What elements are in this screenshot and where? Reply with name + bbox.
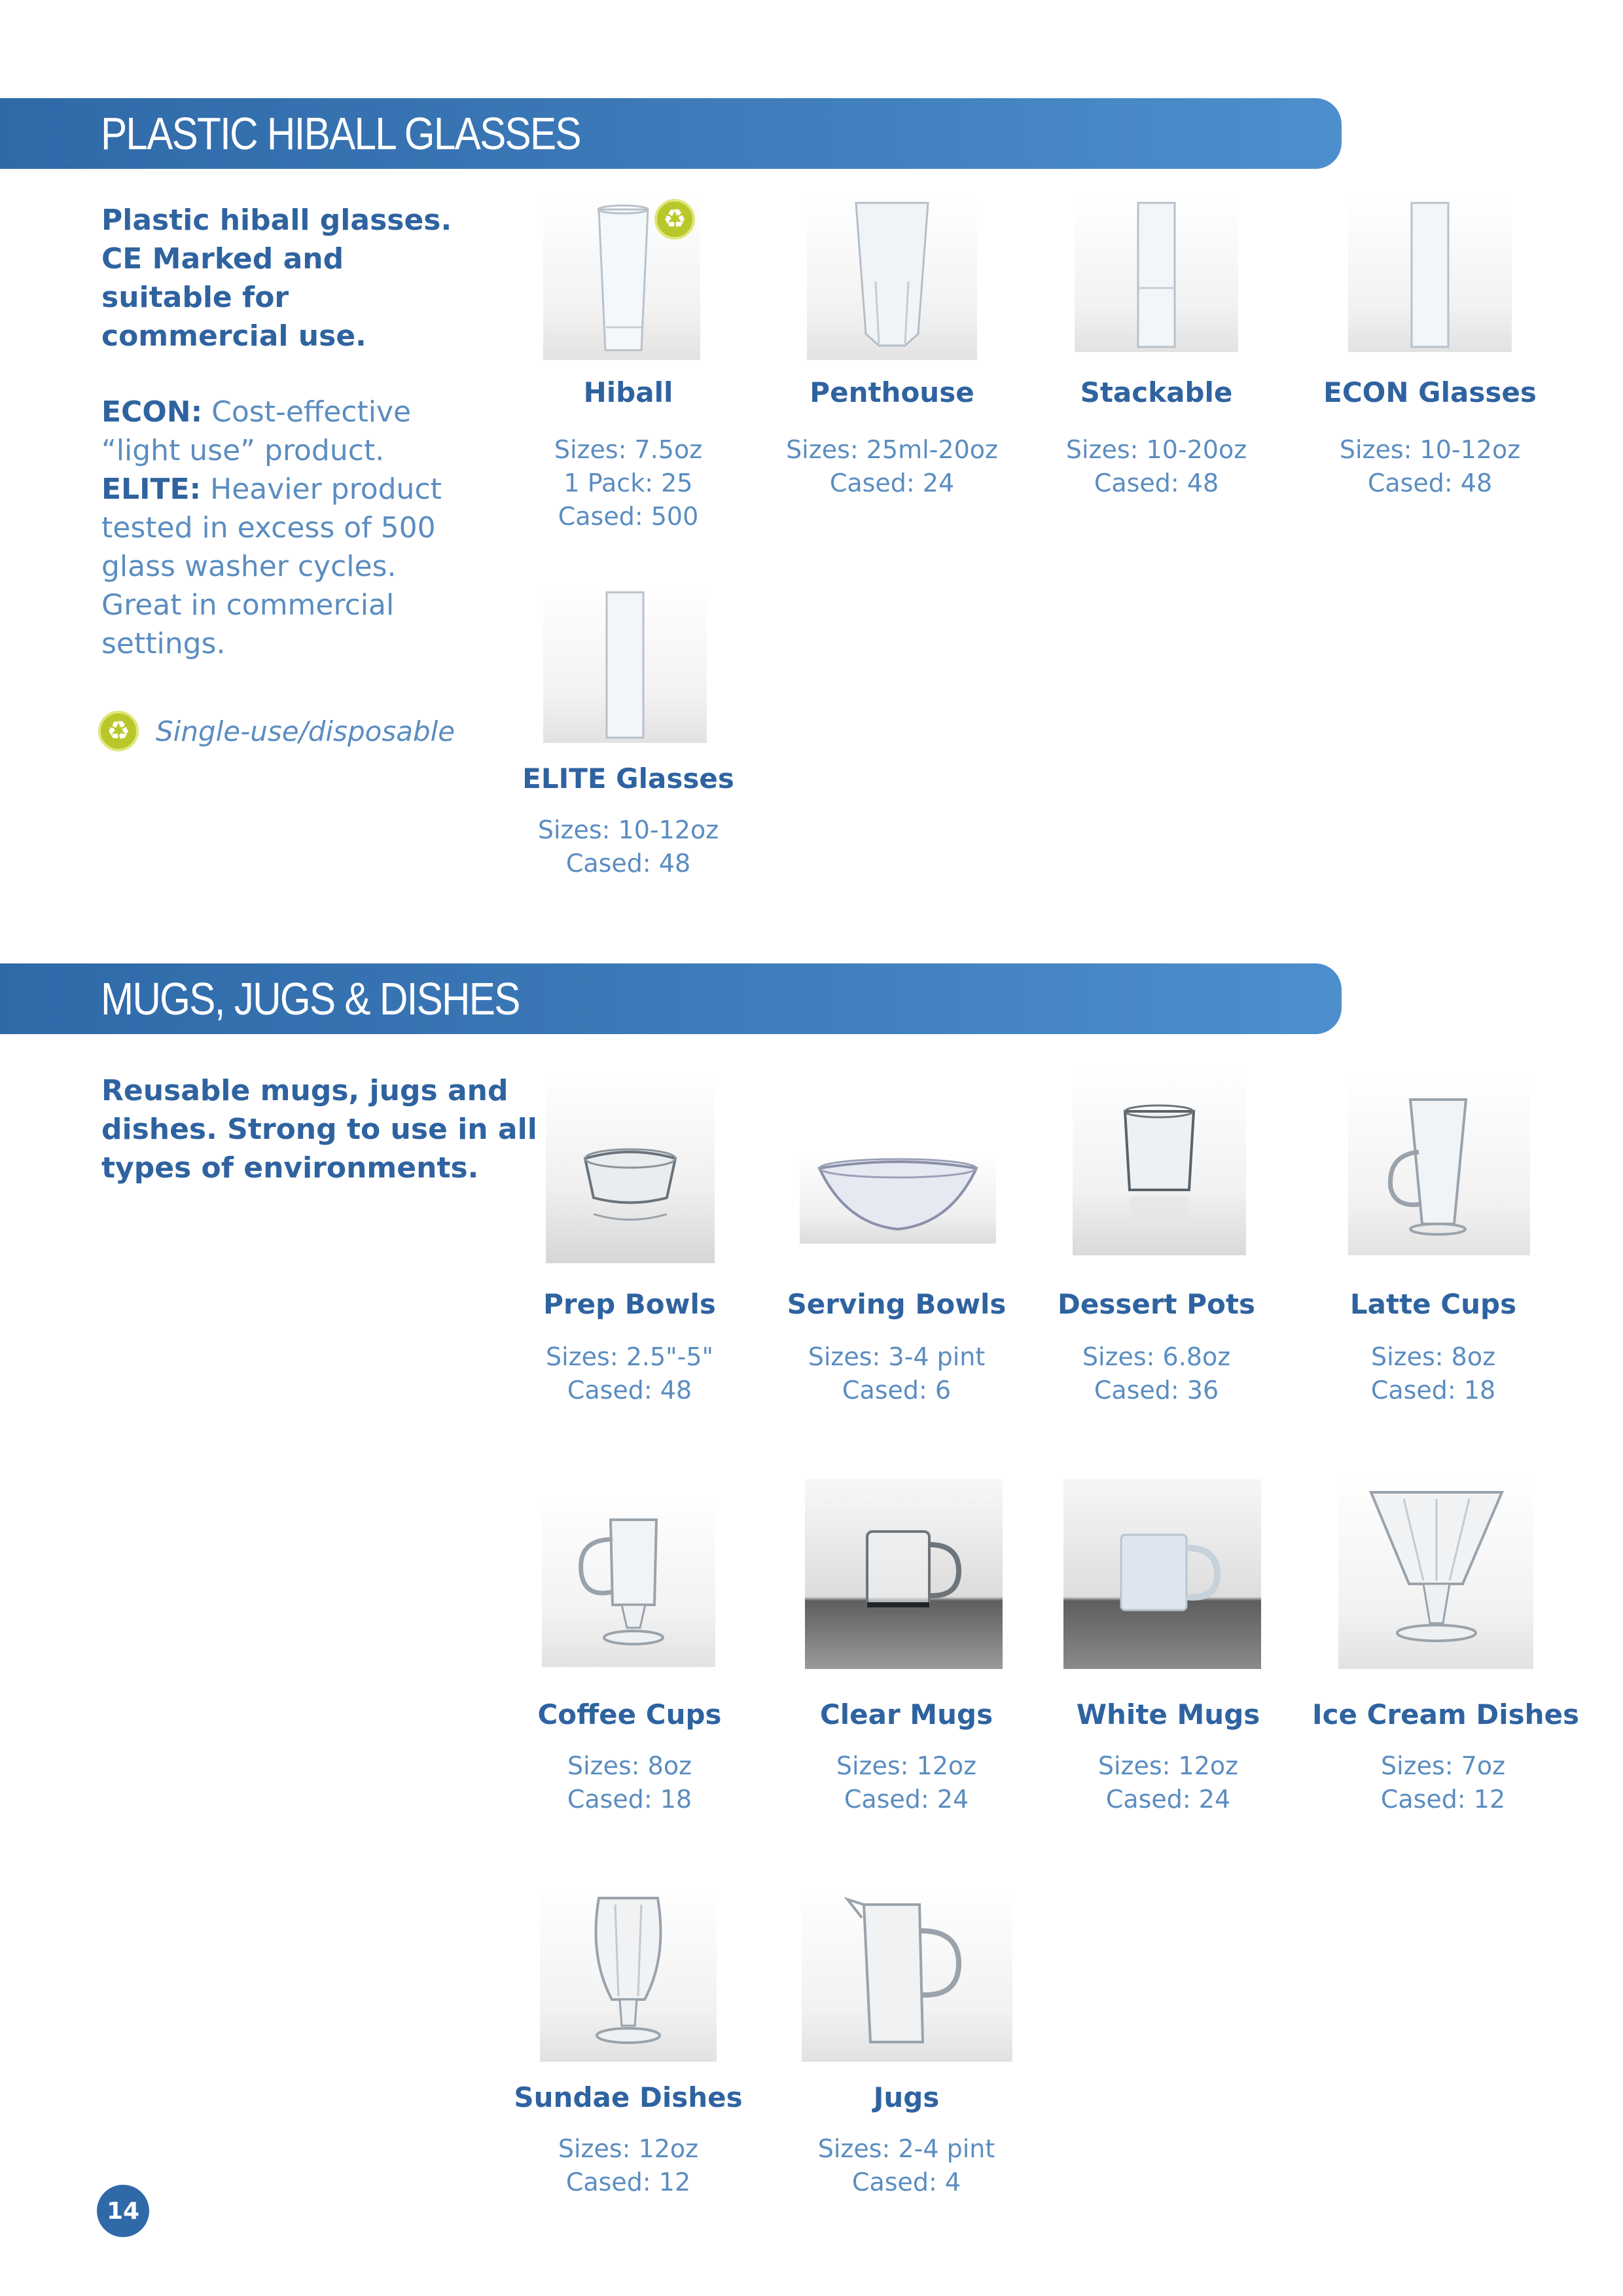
single-use-legend: [98, 710, 455, 752]
product-info: [1026, 433, 1287, 500]
product-size: Sizes: 7oz: [1380, 1751, 1506, 1780]
product-name: Serving Bowls: [787, 1288, 1007, 1320]
range-description: [101, 393, 468, 663]
intro-line: CE Marked and: [101, 242, 344, 276]
product-name: White Mugs: [1076, 1698, 1260, 1731]
product-size: Sizes: 12oz: [558, 2134, 699, 2163]
ice-cream-dish-image: [1338, 1473, 1533, 1669]
intro-line: Plastic hiball glasses.: [101, 204, 452, 237]
product-pack: 1 Pack: 25: [563, 469, 693, 497]
prep-bowl-image: [546, 1073, 715, 1263]
product-cased: Cased: 500: [558, 502, 699, 531]
product-card[interactable]: [1026, 196, 1287, 504]
section-title: PLASTIC HIBALL GLASSES: [101, 108, 580, 159]
faceted-tumbler-image: [807, 196, 977, 360]
product-card[interactable]: [1026, 1066, 1287, 1426]
product-info: [497, 814, 759, 880]
product-card[interactable]: [1037, 1479, 1299, 1833]
product-size: Sizes: 8oz: [567, 1751, 692, 1780]
econ-label: ECON:: [101, 395, 203, 429]
product-info: [1026, 1340, 1287, 1407]
product-size: Sizes: 10-12oz: [1339, 435, 1521, 464]
product-name: Jugs: [873, 2081, 940, 2113]
section-banner-hiball: [0, 98, 1342, 169]
section-intro: [101, 201, 452, 355]
intro-line: suitable for: [101, 281, 289, 314]
product-size: Sizes: 12oz: [1097, 1751, 1239, 1780]
product-name: Coffee Cups: [537, 1698, 722, 1731]
product-info: [497, 433, 759, 533]
recycle-icon: ♻: [654, 199, 695, 240]
slim-hiball-image: [1348, 196, 1512, 352]
dessert-pot-image: [1073, 1066, 1246, 1255]
elite-label: ELITE:: [101, 473, 202, 506]
recycle-icon: ♻: [98, 711, 139, 751]
product-cased: Cased: 36: [1094, 1376, 1219, 1405]
product-info: [776, 1749, 1037, 1816]
econ-text: Cost-effective “light use” product.: [101, 395, 412, 467]
product-name: Ice Cream Dishes: [1312, 1698, 1580, 1731]
product-info: [497, 2132, 759, 2199]
product-name: ELITE Glasses: [522, 762, 734, 795]
product-name: Latte Cups: [1349, 1288, 1517, 1320]
page-number-badge: 14: [97, 2185, 149, 2237]
intro-line: commercial use.: [101, 319, 366, 353]
product-info: [766, 1340, 1027, 1407]
jug-image: [802, 1885, 1012, 2062]
product-size: Sizes: 8oz: [1370, 1342, 1496, 1371]
product-size: Sizes: 10-12oz: [537, 816, 719, 844]
product-card[interactable]: [497, 1885, 759, 2225]
slim-hiball-image: [543, 586, 707, 743]
product-info: [761, 433, 1023, 500]
product-cased: Cased: 18: [1370, 1376, 1496, 1405]
product-size: Sizes: 2.5"-5": [546, 1342, 713, 1371]
product-card[interactable]: [776, 1479, 1037, 1833]
product-info: [1312, 1749, 1574, 1816]
intro-line: Reusable mugs, jugs and: [101, 1074, 508, 1107]
product-name: Sundae Dishes: [514, 2081, 743, 2113]
product-size: Sizes: 2-4 pint: [817, 2134, 995, 2163]
product-name: Clear Mugs: [819, 1698, 993, 1731]
product-card[interactable]: [497, 196, 759, 537]
section-intro: [101, 1071, 537, 1187]
product-size: Sizes: 25ml-20oz: [786, 435, 998, 464]
product-info: [499, 1749, 760, 1816]
product-card[interactable]: [761, 196, 1023, 504]
product-name: Stackable: [1080, 376, 1233, 408]
product-info: [776, 2132, 1037, 2199]
legend-text: Single-use/disposable: [156, 715, 455, 747]
product-card[interactable]: [499, 1073, 760, 1427]
intro-line: types of environments.: [101, 1151, 479, 1185]
product-card[interactable]: [1312, 1479, 1580, 1833]
product-name: ECON Glasses: [1323, 376, 1537, 408]
product-cased: Cased: 48: [1094, 469, 1219, 497]
product-cased: Cased: 48: [565, 849, 691, 878]
product-card[interactable]: [1299, 196, 1561, 504]
product-info: [1302, 1340, 1564, 1407]
clear-mug-image: [805, 1479, 1003, 1669]
product-size: Sizes: 3-4 pint: [808, 1342, 986, 1371]
product-cased: Cased: 4: [851, 2168, 961, 2197]
product-name: Hiball: [583, 376, 673, 408]
product-info: [499, 1340, 760, 1407]
product-cased: Cased: 24: [844, 1785, 969, 1814]
product-cased: Cased: 48: [567, 1376, 692, 1405]
latte-cup-image: [1348, 1073, 1530, 1255]
product-name: Prep Bowls: [543, 1288, 716, 1320]
product-size: Sizes: 6.8oz: [1082, 1342, 1231, 1371]
product-cased: Cased: 18: [567, 1785, 692, 1814]
product-size: Sizes: 7.5oz: [554, 435, 703, 464]
product-cased: Cased: 6: [842, 1376, 952, 1405]
product-card[interactable]: [766, 1073, 1027, 1427]
product-info: [1037, 1749, 1299, 1816]
product-name: Dessert Pots: [1058, 1288, 1255, 1320]
product-cased: Cased: 12: [1380, 1785, 1506, 1814]
white-mug-image: [1063, 1479, 1261, 1669]
section-title: MUGS, JUGS & DISHES: [101, 973, 520, 1024]
sundae-dish-image: [540, 1885, 717, 2062]
product-cased: Cased: 12: [565, 2168, 691, 2197]
intro-line: dishes. Strong to use in all: [101, 1113, 537, 1146]
product-card[interactable]: [776, 1885, 1037, 2225]
product-cased: Cased: 48: [1367, 469, 1493, 497]
product-card[interactable]: [499, 1479, 760, 1833]
product-card[interactable]: [1302, 1073, 1564, 1427]
slim-hiball-image: [1075, 196, 1238, 352]
product-size: Sizes: 12oz: [836, 1751, 977, 1780]
product-cased: Cased: 24: [829, 469, 955, 497]
product-card[interactable]: [497, 586, 759, 893]
product-name: Penthouse: [810, 376, 974, 408]
coffee-cup-image: [542, 1494, 715, 1667]
product-size: Sizes: 10-20oz: [1065, 435, 1247, 464]
elite-text: Heavier product tested in excess of 500 glass washer cycles. Great in commercial settings.: [101, 473, 442, 660]
section-banner-mugs: [0, 963, 1342, 1034]
serving-bowl-image: [800, 1152, 996, 1244]
product-cased: Cased: 24: [1105, 1785, 1231, 1814]
product-info: [1299, 433, 1561, 500]
